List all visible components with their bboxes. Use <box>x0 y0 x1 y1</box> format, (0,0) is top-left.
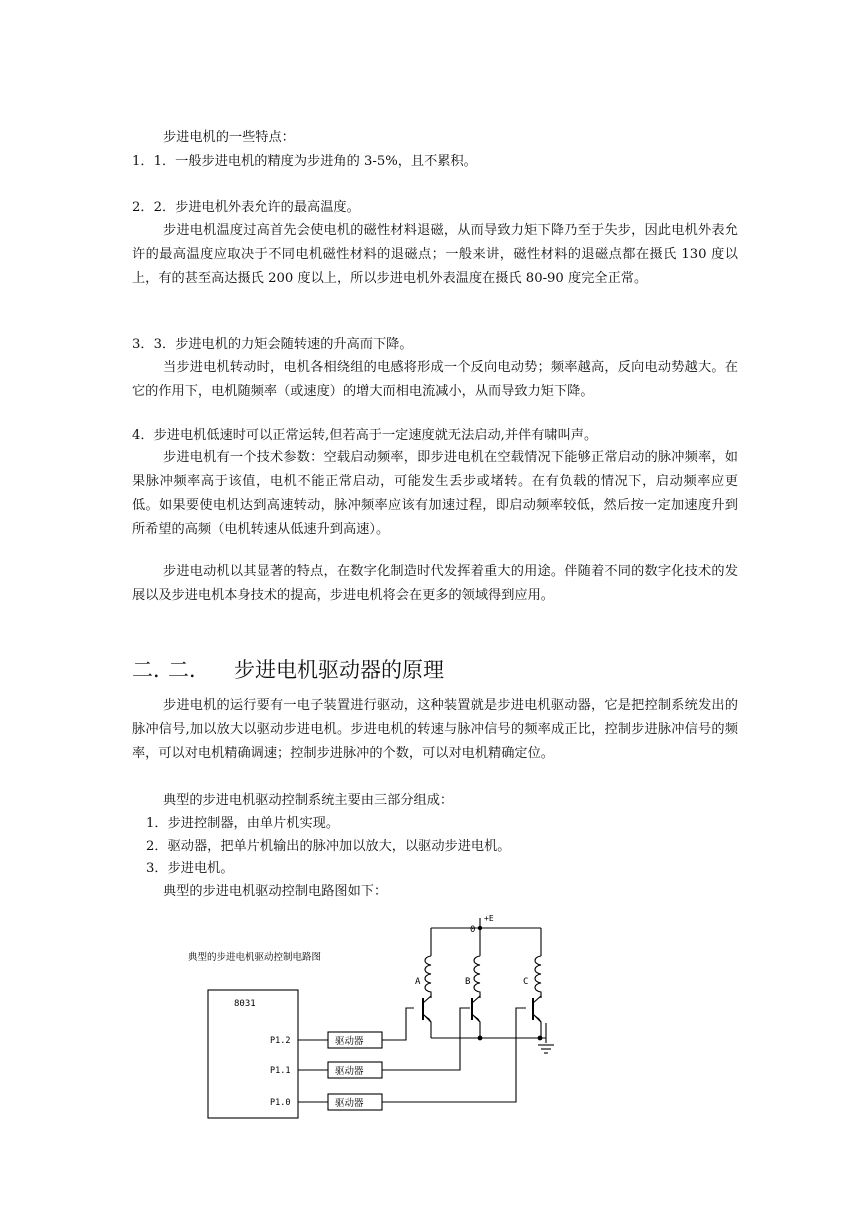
feature-item-4-title: 4．步进电机低速时可以正常运转,但若高于一定速度就无法启动,并伴有啸叫声。 <box>132 428 598 443</box>
feature-item-3-body: 当步进电机转动时，电机各相绕组的电感将形成一个反向电动势；频率越高，反向电动势越大。在它的作用下，电机随频率（或速度）的增大而相电流减小，从而导致力矩下降。 <box>132 360 738 399</box>
transistor-3 <box>533 996 541 1038</box>
component-list-item: 3．步进电机。 <box>146 861 234 876</box>
section-heading <box>132 655 444 685</box>
pin-label-p10: P1.0 <box>270 1098 291 1108</box>
feature-item-2-title: 2．2．步进电机外表允许的最高温度。 <box>132 200 360 215</box>
supply-node-label: 0 <box>470 925 476 935</box>
section-number-1: 二． <box>132 658 174 682</box>
driver-principle-paragraph: 步进电机的运行要有一电子装置进行驱动，这种装置就是步进电机驱动器，它是把控制系统发出的脉冲信号,加以放大以驱动步进电机。步进电机的转速与脉冲信号的频率成正比，控制步进脉冲信号的频率，可以对电机精确调速；控制步进脉冲的个数，可以对电机精确定位。 <box>132 698 738 761</box>
system-components-intro: 典型的步进电机驱动控制系统主要由三部分组成： <box>163 793 454 808</box>
phase-label-c: C <box>523 977 529 987</box>
driver-label-1: 驱动器 <box>335 1036 364 1047</box>
section-title: 步进电机驱动器的原理 <box>234 658 444 682</box>
coil-b-winding <box>474 956 480 998</box>
pin-label-p12: P1.2 <box>270 1036 291 1046</box>
feature-item-1: 1．1．一般步进电机的精度为步进角的 3-5%，且不累积。 <box>132 154 477 169</box>
summary-paragraph: 步进电动机以其显著的特点，在数字化制造时代发挥着重大的用途。伴随着不同的数字化技术的发展以及步进电机本身技术的提高，步进电机将会在更多的领域得到应用。 <box>132 564 738 603</box>
driver-label-2: 驱动器 <box>335 1066 364 1077</box>
coil-a-winding <box>425 956 431 998</box>
phase-label-b: B <box>465 977 471 987</box>
phase-label-a: A <box>415 977 421 987</box>
component-list-item: 2．驱动器，把单片机输出的脉冲加以放大，以驱动步进电机。 <box>146 839 511 854</box>
supply-label: +E <box>484 914 494 923</box>
transistor-1 <box>423 996 431 1038</box>
chip-label: 8031 <box>234 999 256 1009</box>
feature-item-3-title: 3．3．步进电机的力矩会随转速的升高而下降。 <box>132 337 413 352</box>
circuit-title: 典型的步进电机驱动控制电路图 <box>188 952 322 963</box>
transistor-2 <box>472 996 480 1038</box>
intro-heading: 步进电机的一些特点： <box>163 130 295 145</box>
section-number-2: 二． <box>168 658 210 682</box>
feature-item-2-body: 步进电机温度过高首先会使电机的磁性材料退磁，从而导致力矩下降乃至于失步，因此电机外表允许的最高温度应取决于不同电机磁性材料的退磁点；一般来讲，磁性材料的退磁点都在摄氏 130 度以上，有的甚至高达摄氏 200 度以上，所以步进电机外表温度在摄氏 80-90 度完全正常。 <box>132 223 738 286</box>
component-list-item: 1．步进控制器，由单片机实现。 <box>146 816 340 831</box>
coil-c-winding <box>535 956 541 998</box>
circuit-caption: 典型的步进电机驱动控制电路图如下： <box>163 884 388 899</box>
feature-item-4-body: 步进电机有一个技术参数：空载启动频率，即步进电机在空载情况下能够正常启动的脉冲频率，如果脉冲频率高于该值，电机不能正常启动，可能发生丢步或堵转。在有负载的情况下，启动频率应更低。如果要使电机达到高速转动，脉冲频率应该有加速过程，即启动频率较低，然后按一定加速度升到所希望的高频（电机转速从低速升到高速）。 <box>132 450 738 537</box>
pin-label-p11: P1.1 <box>270 1066 291 1076</box>
driver-label-3: 驱动器 <box>335 1098 364 1109</box>
circuit-diagram <box>180 908 580 1123</box>
transistors <box>423 996 541 1038</box>
